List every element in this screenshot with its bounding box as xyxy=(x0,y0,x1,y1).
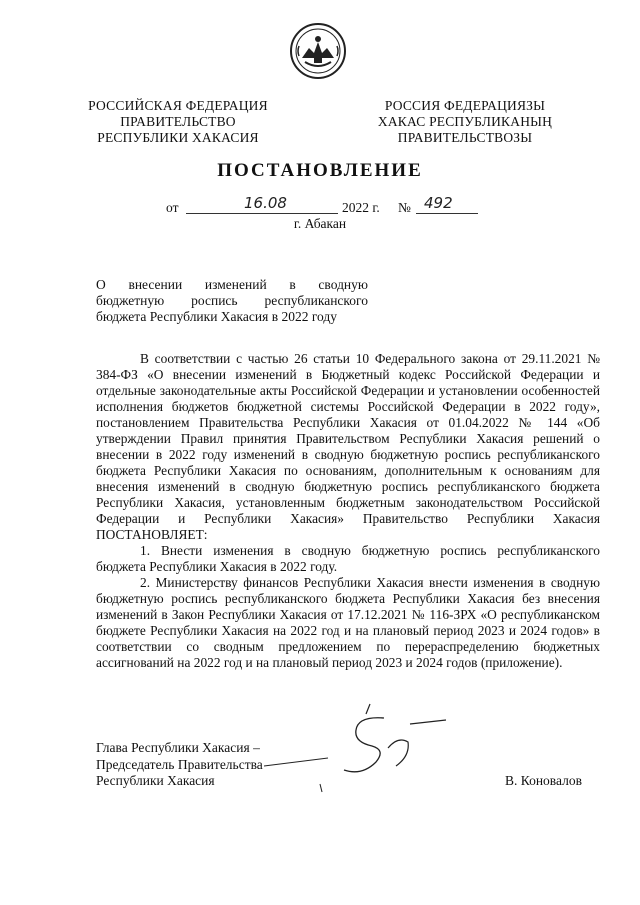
subject-line: бюджета Республики Хакасия в 2022 году xyxy=(96,309,338,324)
date-year: 2022 г. xyxy=(342,200,380,215)
signatory-name: В. Коновалов xyxy=(505,773,582,788)
header-right-line: ХАКАС РЕСПУБЛИКАНЫҢ xyxy=(377,114,553,129)
document-body xyxy=(96,351,600,671)
signatory-position-line: Республики Хакасия xyxy=(96,773,215,788)
subject-line: бюджетную роспись республиканского xyxy=(96,293,368,308)
signatory-position-line: Председатель Правительства xyxy=(96,756,263,772)
signatory-position xyxy=(96,740,316,790)
date-number-line xyxy=(166,194,496,218)
handwritten-date: 16.08 xyxy=(244,194,287,212)
subject-line: О внесении изменений в сводную xyxy=(96,277,368,292)
body-paragraph: 2. Министерству финансов Республики Хакасия внести изменения в сводную бюджетную роспись республиканского бюджета Республики Хакасия без внесения изменений в Закон Республики Хакасия от 17.12.2021 № 116-ЗРХ «О республиканском бюджете Республики Хакасия на 2022 год и на плановый период 2023 и 2024 годов» в соответствии со сводным предложением по перераспределению бюджетных ассигнований на 2022 год и на плановый период 2023 и 2024 годов (приложение). xyxy=(96,575,600,670)
body-paragraph: 1. Внести изменения в сводную бюджетную роспись республиканского бюджета Республики Хакасия в 2022 году. xyxy=(96,543,600,574)
number-label: № xyxy=(398,200,411,215)
header-left-line: ПРАВИТЕЛЬСТВО xyxy=(120,114,236,129)
date-underline xyxy=(186,213,338,214)
document-title: ПОСТАНОВЛЕНИЕ xyxy=(217,160,423,181)
signatory-position-line: Глава Республики Хакасия – xyxy=(96,740,260,755)
header-right-block xyxy=(365,98,565,146)
city-label: г. Абакан xyxy=(293,216,347,231)
body-paragraph: В соответствии с частью 26 статьи 10 Федерального закона от 29.11.2021 № 384-ФЗ «О внесении изменений в Бюджетный кодекс Российской Федерации и отдельные законодательные акты Российской Федерации и установлении особенностей исполнения бюджетов бюджетной системы Российской Федерации в 2022 году», постановлением Правительства Республики Хакасия от 01.04.2022 № 144 «Об утверждении Правил принятия Правительством Республики Хакасия решений о внесении в 2022 году изменений в сводную бюджетную роспись республиканского бюджета Республики Хакасия по основаниям, дополнительным к основаниям для внесения изменений в сводную бюджетную роспись республиканского бюджета Республики Хакасия, установленным бюджетным законодательством Российской Федерации и Республики Хакасия» Правительство Республики Хакасия ПОСТАНОВЛЯЕТ: xyxy=(96,351,600,542)
header-left-line: РОССИЙСКАЯ ФЕДЕРАЦИЯ xyxy=(88,98,268,113)
header-right-line: ПРАВИТЕЛЬСТВОЗЫ xyxy=(397,130,533,145)
date-prefix: от xyxy=(166,200,179,215)
header-left-line: РЕСПУБЛИКИ ХАКАСИЯ xyxy=(97,130,259,145)
document-subject xyxy=(96,277,368,325)
header-left-block xyxy=(78,98,278,146)
handwritten-number: 492 xyxy=(424,194,453,212)
number-underline xyxy=(416,213,478,214)
coat-of-arms-emblem xyxy=(289,22,347,80)
header-right-line: РОССИЯ ФЕДЕРАЦИЯЗЫ xyxy=(384,98,546,113)
